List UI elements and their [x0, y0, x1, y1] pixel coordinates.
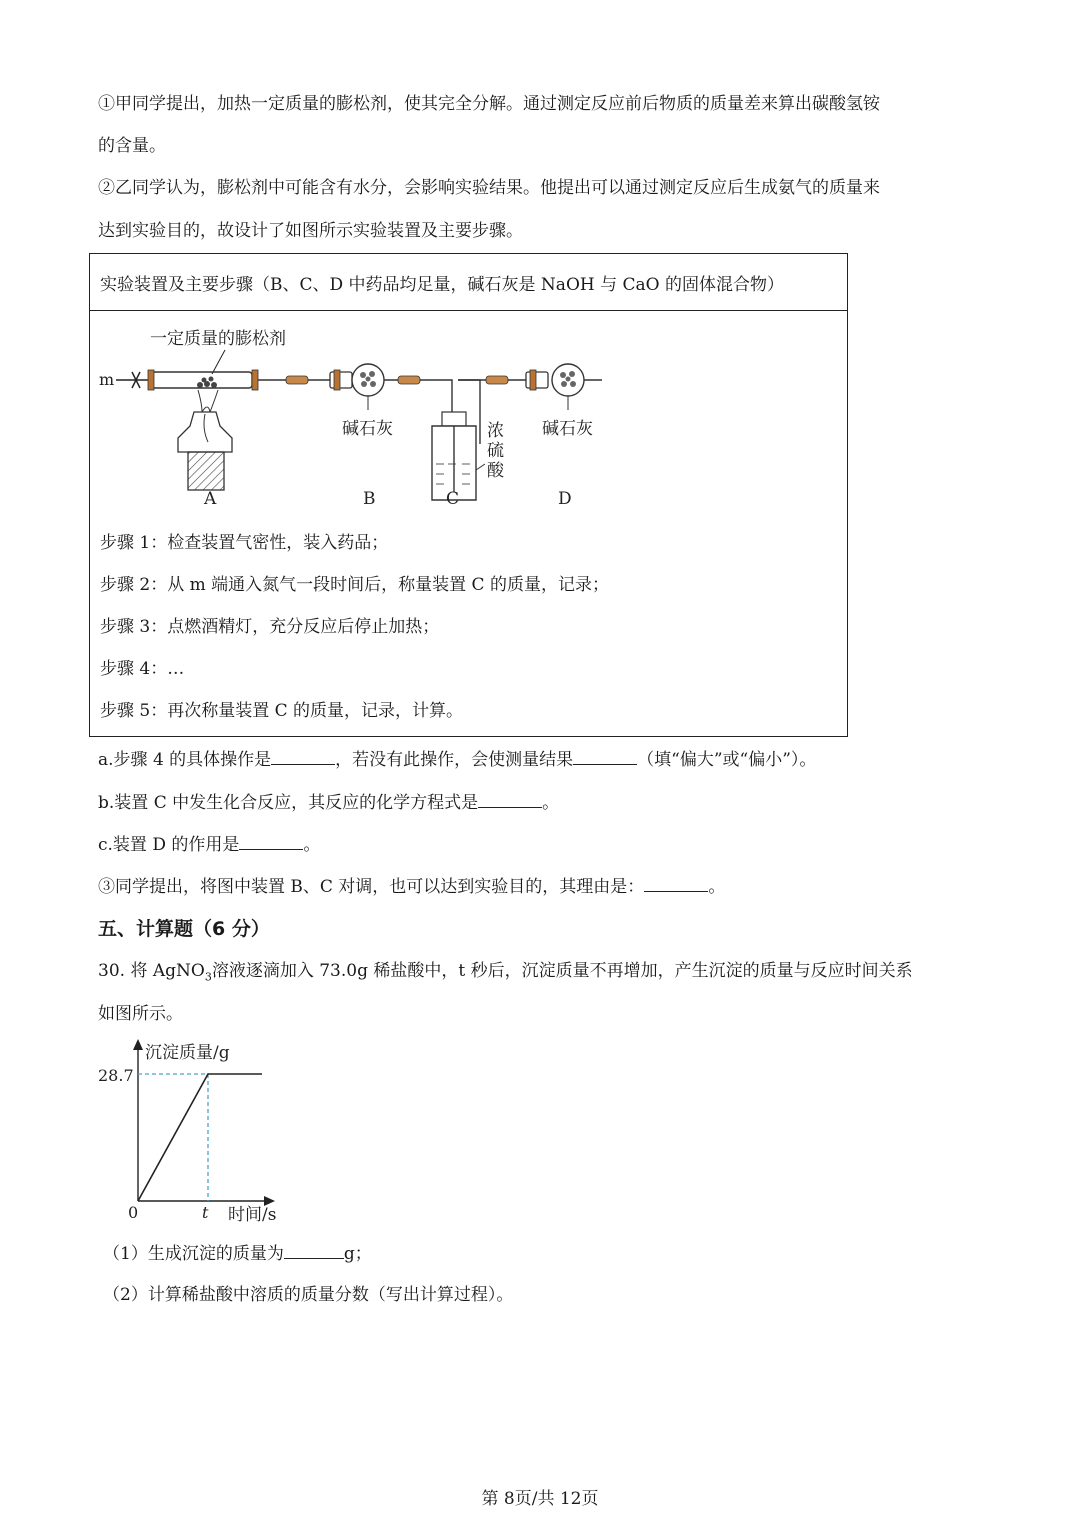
answer-blank[interactable] — [284, 1240, 344, 1259]
m-label: m — [99, 370, 115, 389]
letter-b: B — [363, 489, 376, 509]
answer-blank[interactable] — [271, 746, 335, 765]
paragraph-1-line-1: ①甲同学提出，加热一定质量的膨松剂，使其完全分解。通过测定反应前后物质的质量差来算出碳酸氢铵 — [98, 94, 880, 114]
x-axis-label: 时间/s — [228, 1205, 277, 1225]
sample-powder — [197, 377, 217, 389]
lamp-stand — [188, 452, 224, 490]
question-a: a.步骤 4 的具体操作是 ，若没有此操作，会使测量结果 （填“偏大”或“偏小”）。 — [98, 746, 816, 772]
question-30-line-1: 30. 将 AgNO$_3$溶液逐滴加入 73.0g 稀盐酸中，t 秒后，沉淀质量不再增加，产生沉淀的质量与反应时间关系 — [98, 961, 913, 984]
answer-blank[interactable] — [239, 831, 303, 850]
answer-blank[interactable] — [478, 789, 542, 808]
step-2: 步骤 2：从 m 端通入氮气一段时间后，称量装置 C 的质量，记录； — [100, 575, 609, 595]
experiment-box-header — [90, 254, 847, 311]
d-reagent-label: 碱石灰 — [542, 419, 593, 439]
y-axis-label: 沉淀质量/g — [145, 1043, 230, 1063]
step-4: 步骤 4：… — [100, 659, 185, 679]
answer-blank[interactable] — [644, 873, 708, 892]
question-b: b.装置 C 中发生化合反应，其反应的化学方程式是 。 — [98, 789, 559, 815]
letter-c: C — [446, 489, 460, 509]
origin-label: 0 — [128, 1203, 139, 1222]
y-tick-label: 28.7 — [98, 1066, 134, 1085]
section-heading: 五、计算题（6 分） — [98, 918, 270, 940]
precipitate-chart — [92, 1036, 292, 1226]
paragraph-2-line-1: ②乙同学认为，膨松剂中可能含有水分，会影响实验结果。他提出可以通过测定反应后生成氨气的质量来 — [98, 178, 880, 198]
step-3: 步骤 3：点燃酒精灯，充分反应后停止加热； — [100, 617, 440, 637]
question-30-2: （2）计算稀盐酸中溶质的质量分数（写出计算过程）。 — [103, 1285, 514, 1305]
paragraph-2-line-2: 达到实验目的，故设计了如图所示实验装置及主要步骤。 — [98, 221, 523, 241]
c-reagent-label-1: 浓 — [487, 421, 504, 441]
letter-a: A — [204, 489, 217, 509]
c-reagent-label-3: 酸 — [487, 461, 504, 481]
question-30-line-2: 如图所示。 — [98, 1004, 183, 1024]
experiment-box-title: 实验装置及主要步骤（B、C、D 中药品均足量，碱石灰是 NaOH 与 CaO 的固体混合物） — [100, 275, 784, 295]
c-reagent-label-2: 硫 — [487, 441, 504, 461]
question-3: ③同学提出，将图中装置 B、C 对调，也可以达到实验目的，其理由是： 。 — [98, 873, 725, 899]
flame-icon — [198, 390, 218, 412]
paragraph-1-line-2: 的含量。 — [98, 136, 166, 156]
step-5: 步骤 5：再次称量装置 C 的质量，记录，计算。 — [100, 701, 464, 721]
sample-pointer — [212, 350, 225, 374]
answer-blank[interactable] — [573, 746, 637, 765]
page-footer: 第 8页/共 12页 — [481, 1489, 599, 1509]
y-axis-arrow — [133, 1039, 143, 1050]
letter-d: D — [558, 489, 572, 509]
precipitate-series-line — [138, 1074, 262, 1201]
b-reagent-label: 碱石灰 — [342, 419, 393, 439]
question-30-1: （1）生成沉淀的质量为 g； — [103, 1240, 372, 1266]
step-1: 步骤 1：检查装置气密性，装入药品； — [100, 533, 389, 553]
sample-label: 一定质量的膨松剂 — [150, 329, 286, 349]
x-tick-label: t — [202, 1203, 209, 1222]
question-c: c.装置 D 的作用是 。 — [98, 831, 320, 857]
experiment-box — [89, 253, 848, 737]
apparatus-diagram — [90, 314, 847, 514]
